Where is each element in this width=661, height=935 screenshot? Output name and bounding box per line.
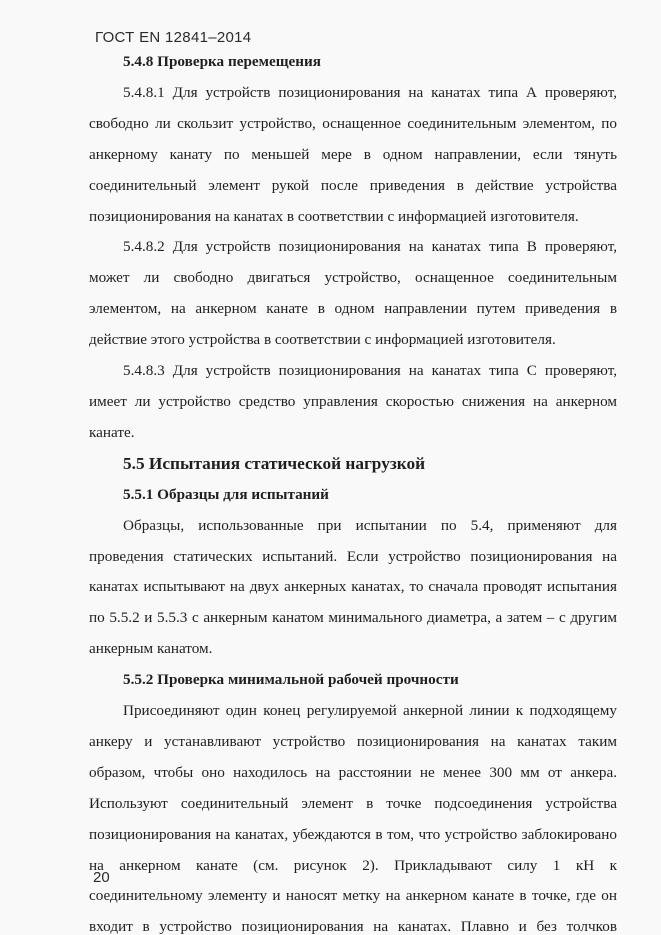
paragraph-5-5-1: Образцы, использованные при испытании по 5.4, применяют для проведения статических испытаний. Если устройство позиционирования на канатах испытывают на двух анкерных канатах, то сначала проводят испытания по 5.5.2 и 5.5.3 с анкерным канатом минимального диаметра, а затем – с другим анкерным канатом. [89, 516, 617, 658]
paragraph-5-4-8-1: 5.4.8.1 Для устройств позиционирования на канатах типа А проверяют, свободно ли скользит устройство, оснащенное соединительным элементом, по анкерному канату по меньшей мере в одном направлении, если тянуть соединительный элемент рукой после приведения в действие устройства позиционирования на канатах в соответствии с информацией изготовителя. [89, 83, 617, 225]
paragraph-5-4-8-3: 5.4.8.3 Для устройств позиционирования на канатах типа С проверяют, имеет ли устройство средство управления скоростью снижения на анкерном канате. [89, 362, 617, 441]
clause-heading-5-4-8: 5.4.8 Проверка перемещения [123, 53, 321, 70]
clause-heading-5-5-2: 5.5.2 Проверка минимальной рабочей прочности [123, 671, 459, 689]
clause-heading-5-5-1: 5.5.1 Образцы для испытаний [123, 485, 329, 503]
document-body [89, 47, 617, 935]
paragraph-5-4-8-2: 5.4.8.2 Для устройств позиционирования на канатах типа В проверяют, может ли свободно двигаться устройство, оснащенное соединительным элементом, на анкерном канате в одном направлении путем приведения в действие этого устройства в соответствии с информацией изготовителя. [89, 238, 617, 349]
section-heading-5-5: 5.5 Испытания статической нагрузкой [123, 453, 426, 473]
running-header: ГОСТ EN 12841–2014 [95, 29, 252, 46]
page-number: 20 [93, 869, 110, 886]
paragraph-5-5-2: Присоединяют один конец регулируемой анкерной линии к подходящему анкеру и устанавливают устройство позиционирования на канатах таким образом, чтобы оно находилось на расстоянии не менее 300 мм от анкера. Используют соединительный элемент в точке подсоединения устройства позиционирования на канатах, убеждаются в том, что устройство заблокировано на анкерном канате (см. рисунок 2). Прикладывают силу 1 кН к соединительному элементу и наносят метку на анкерном канате в точке, где он входит в устройство позиционирования на канатах. Плавно и без толчков [89, 702, 617, 935]
